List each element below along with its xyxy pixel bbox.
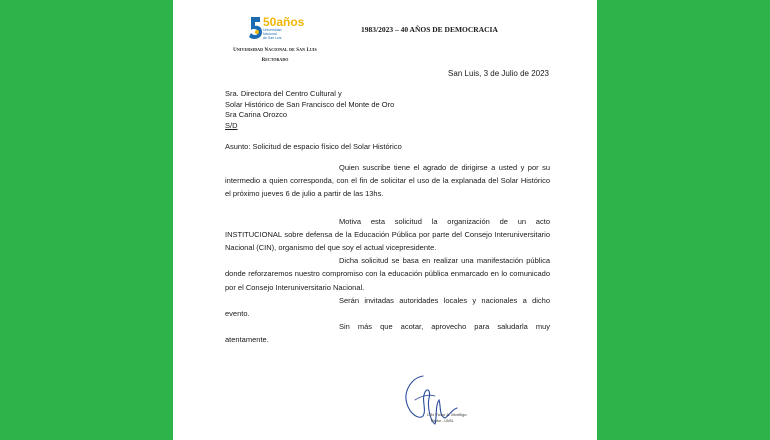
letterhead-logo-block	[225, 14, 325, 63]
logo-anniversary-text: 50años	[263, 15, 305, 29]
body-paragraph: Sin más que acotar, aprovecho para saludarla muy atentamente.	[225, 322, 550, 345]
university-name: Universidad Nacional de San Luis	[233, 48, 317, 53]
signature-name: CIN Víctor A. Moriñigo	[427, 412, 467, 417]
recipient-line: Sra. Directora del Centro Cultural y	[225, 89, 342, 98]
letter-date: San Luis, 3 de Julio de 2023	[448, 69, 549, 78]
letter-subject: Asunto: Solicitud de espacio físico del Solar Histórico	[225, 142, 402, 151]
letter-body	[225, 161, 550, 347]
university-logo	[225, 14, 325, 44]
logo-emblem-icon	[249, 16, 263, 40]
logo-subtitle: Universidad Nacional de San Luis	[263, 28, 282, 40]
recipient-line: S/D	[225, 120, 238, 130]
body-paragraph: Quien suscribe tiene el agrado de dirigirse a usted y por su intermedio a quien corresponda, con el fin de solicitar el uso de la explanada del Solar Histórico el próximo jueves 6 de julio a partir de las 13hs.	[225, 163, 550, 199]
recipient-line: Sra Carina Orozco	[225, 110, 288, 119]
letter-page	[173, 0, 597, 440]
body-paragraph: Dicha solicitud se basa en realizar una manifestación pública donde reforzaremos nuestro compromiso con la educación pública enmarcado en lo comunicado por el Consejo Interuniversitario Nacional.	[225, 256, 550, 292]
letterhead-title: 1983/2023 – 40 AÑOS DE DEMOCRACIA	[361, 25, 498, 34]
signature-role: Rector - UNSL	[431, 419, 454, 423]
recipient-block	[225, 89, 394, 131]
recipient-line: Solar Histórico de San Francisco del Monte de Oro	[225, 99, 395, 109]
body-paragraph: Motiva esta solicitud la organización de un acto INSTITUCIONAL sobre defensa de la Educación Pública por parte del Consejo Interuniversitario Nacional (CIN), organismo del que soy el actual vicepresidente.	[225, 216, 550, 253]
office-name: Rectorado	[261, 58, 289, 63]
body-paragraph: Serán invitadas autoridades locales y nacionales a dicho evento.	[225, 295, 550, 319]
